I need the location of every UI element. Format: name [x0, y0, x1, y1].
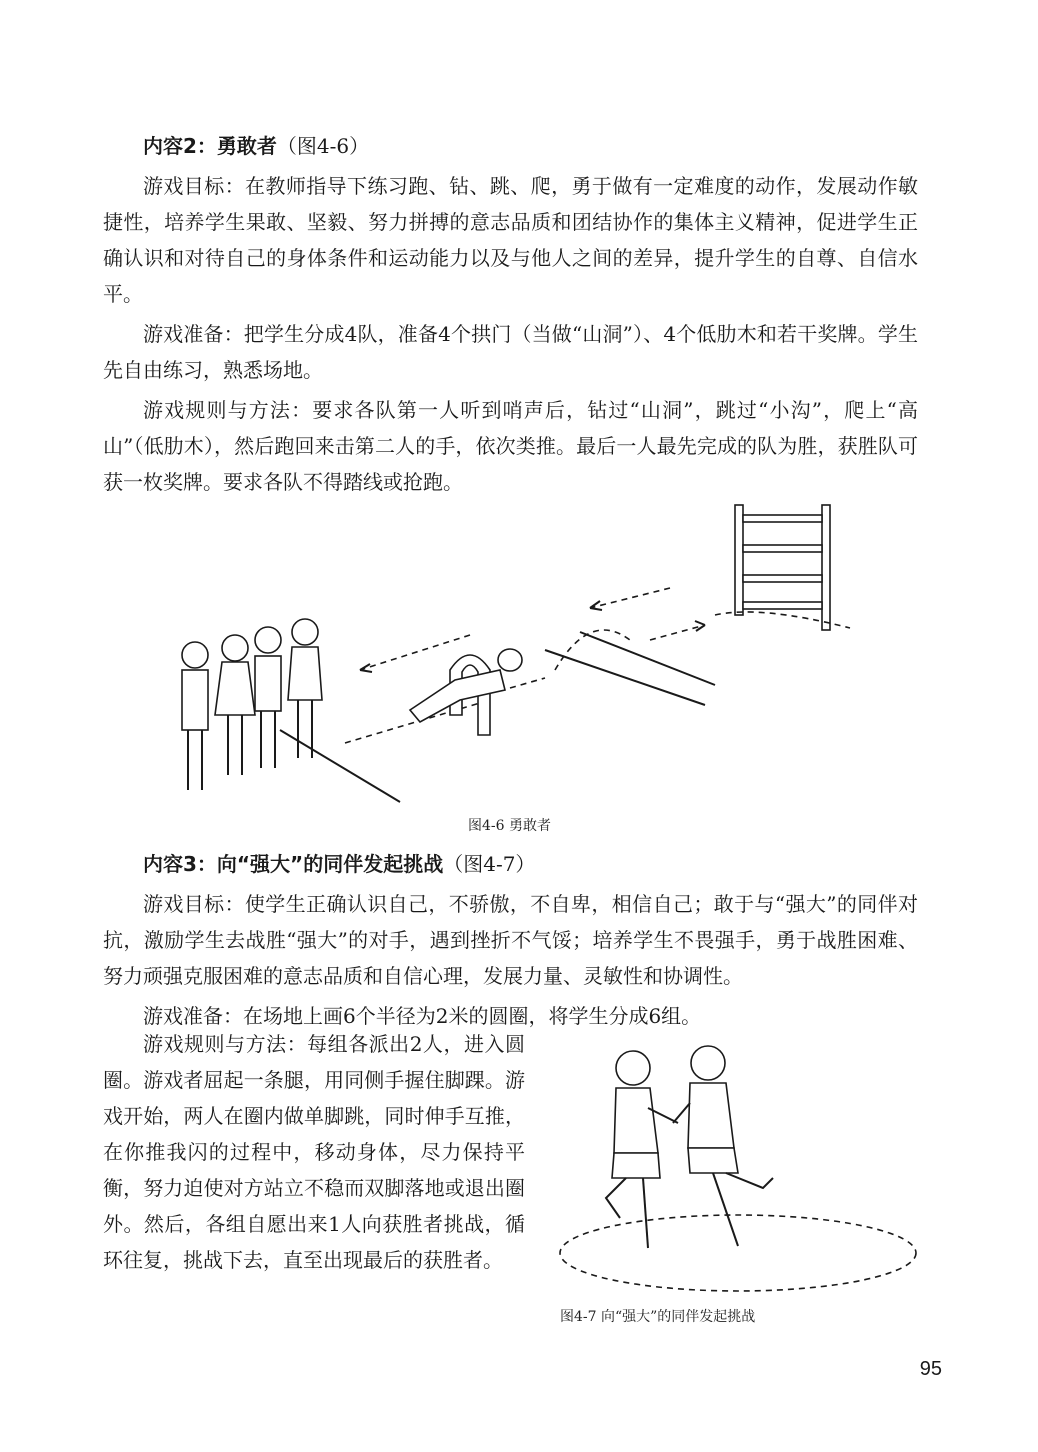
figure-4-7-caption: 图4-7 向“强大”的同伴发起挑战: [560, 1309, 756, 1325]
page-number: 95: [919, 1358, 942, 1380]
figure-4-6-illustration: [160, 500, 880, 810]
rules-paragraph: 游戏规则与方法：每组各派出2人，进入圆圈。游戏者屈起一条腿，用同侧手握住脚踝。游戏开始，两人在圈内做单脚跳，同时伸手互推，在你推我闪的过程中，移动身体，尽力保持平衡，努力迫使对方站立不稳而双脚落地或退出圈外。然后，各组自愿出来1人向获胜者挑战，循环往复，挑战下去，直至出现最后的获胜者。: [103, 1032, 525, 1272]
rules-paragraph: 游戏规则与方法：要求各队第一人听到哨声后，钻过“山洞”，跳过“小沟”，爬上“高山”（低肋木），然后跑回来击第二人的手，依次类推。最后一人最先完成的队为胜，获胜队可获一枚奖牌。要求各队不得踏线或抢跑。: [103, 398, 918, 494]
goal-paragraph: 游戏目标：在教师指导下练习跑、钻、跳、爬，勇于做有一定难度的动作，发展动作敏捷性，培养学生果敢、坚毅、努力拼搏的意志品质和团结协作的集体主义精神，促进学生正确认识和对待自己的身体条件和运动能力以及与他人之间的差异，提升学生的自尊、自信水平。: [103, 174, 918, 306]
prep-paragraph: 游戏准备：在场地上画6个半径为2米的圆圈，将学生分成6组。: [143, 1004, 702, 1028]
heading-text: 内容3：向“强大”的同伴发起挑战: [143, 852, 444, 876]
section-challenge: [103, 846, 918, 1034]
children-queue: [182, 619, 322, 790]
prep-paragraph: 游戏准备：把学生分成4队，准备4个拱门（当做“山洞”）、4个低肋木和若干奖牌。学生先自由练习，熟悉场地。: [103, 322, 918, 382]
figure-4-7-illustration: [548, 1038, 928, 1298]
figure-ref: （图4-7）: [443, 852, 536, 876]
goal-paragraph: 游戏目标：使学生正确认识自己，不骄傲，不自卑，相信自己；敢于与“强大”的同伴对抗，激励学生去战胜“强大”的对手，遇到挫折不气馁；培养学生不畏强手，勇于战胜困难、努力顽强克服困难的意志品质和自信心理，发展力量、灵敏性和协调性。: [103, 892, 918, 988]
figure-ref: （图4-6）: [276, 134, 370, 158]
section-heading: [103, 846, 918, 882]
section-brave: [103, 128, 918, 500]
heading-text: 内容2：勇敢者: [143, 134, 277, 158]
rules-paragraph-wrapper: [103, 1026, 525, 1278]
figure-4-6-caption: 图4-6 勇敢者: [468, 818, 551, 834]
child-left: [606, 1051, 678, 1248]
section-heading: [103, 128, 918, 164]
arch-tunnel: [410, 649, 522, 735]
climbing-frame: [715, 505, 850, 630]
